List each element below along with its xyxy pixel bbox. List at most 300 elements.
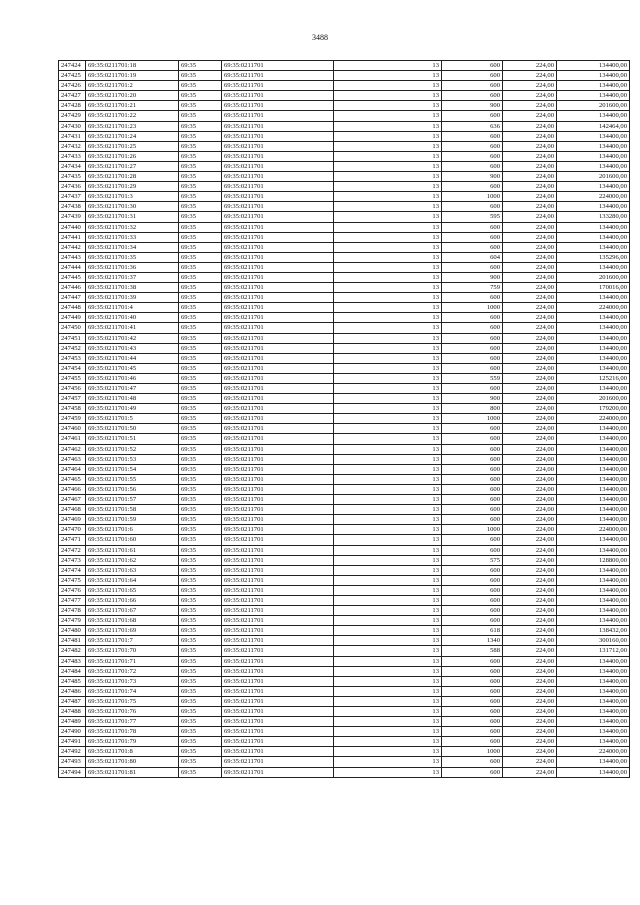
cadastral-number-cell: 69:35:0211701:57	[86, 495, 179, 505]
region-code-cell: 69:35	[179, 293, 222, 303]
cadastral-number-cell: 69:35:0211701:31	[86, 212, 179, 222]
area-cell: 600	[442, 666, 503, 676]
cadastral-number-cell: 69:35:0211701:22	[86, 111, 179, 121]
cadastral-number-cell: 69:35:0211701:30	[86, 202, 179, 212]
price-cell: 224,00	[503, 141, 557, 151]
zone-cell: 13	[334, 575, 442, 585]
row-number-cell: 247467	[59, 495, 86, 505]
row-number-cell: 247460	[59, 424, 86, 434]
page-number: 3488	[312, 33, 328, 42]
area-cell: 1340	[442, 636, 503, 646]
cadastral-number-cell: 69:35:0211701:44	[86, 353, 179, 363]
cadastral-number-cell: 69:35:0211701:36	[86, 262, 179, 272]
area-cell: 600	[442, 71, 503, 81]
quarter-number-cell: 69:35:0211701	[222, 262, 334, 272]
total-value-cell: 201600,00	[557, 272, 630, 282]
zone-cell: 13	[334, 172, 442, 182]
row-number-cell: 247471	[59, 535, 86, 545]
row-number-cell: 247462	[59, 444, 86, 454]
quarter-number-cell: 69:35:0211701	[222, 484, 334, 494]
zone-cell: 13	[334, 676, 442, 686]
cadastral-number-cell: 69:35:0211701:7	[86, 636, 179, 646]
total-value-cell: 134400,00	[557, 757, 630, 767]
table-row	[59, 767, 630, 777]
region-code-cell: 69:35	[179, 676, 222, 686]
row-number-cell: 247439	[59, 212, 86, 222]
table-row	[59, 384, 630, 394]
table-row	[59, 636, 630, 646]
total-value-cell: 134400,00	[557, 182, 630, 192]
cadastral-number-cell: 69:35:0211701:61	[86, 545, 179, 555]
total-value-cell: 134400,00	[557, 535, 630, 545]
row-number-cell: 247426	[59, 81, 86, 91]
quarter-number-cell: 69:35:0211701	[222, 61, 334, 71]
row-number-cell: 247474	[59, 565, 86, 575]
total-value-cell: 134400,00	[557, 363, 630, 373]
row-number-cell: 247430	[59, 121, 86, 131]
price-cell: 224,00	[503, 424, 557, 434]
table-row	[59, 656, 630, 666]
area-cell: 600	[442, 535, 503, 545]
total-value-cell: 134400,00	[557, 515, 630, 525]
region-code-cell: 69:35	[179, 101, 222, 111]
table-row	[59, 454, 630, 464]
area-cell: 600	[442, 575, 503, 585]
area-cell: 600	[442, 727, 503, 737]
zone-cell: 13	[334, 272, 442, 282]
table-row	[59, 293, 630, 303]
area-cell: 600	[442, 757, 503, 767]
quarter-number-cell: 69:35:0211701	[222, 343, 334, 353]
area-cell: 600	[442, 232, 503, 242]
cadastral-number-cell: 69:35:0211701:43	[86, 343, 179, 353]
quarter-number-cell: 69:35:0211701	[222, 414, 334, 424]
total-value-cell: 134400,00	[557, 141, 630, 151]
region-code-cell: 69:35	[179, 323, 222, 333]
table-row	[59, 323, 630, 333]
total-value-cell: 134400,00	[557, 151, 630, 161]
cadastral-number-cell: 69:35:0211701:80	[86, 757, 179, 767]
table-row	[59, 707, 630, 717]
price-cell: 224,00	[503, 666, 557, 676]
quarter-number-cell: 69:35:0211701	[222, 333, 334, 343]
total-value-cell: 134400,00	[557, 293, 630, 303]
table-row	[59, 444, 630, 454]
zone-cell: 13	[334, 333, 442, 343]
region-code-cell: 69:35	[179, 71, 222, 81]
price-cell: 224,00	[503, 626, 557, 636]
row-number-cell: 247429	[59, 111, 86, 121]
table-row	[59, 313, 630, 323]
total-value-cell: 134400,00	[557, 565, 630, 575]
quarter-number-cell: 69:35:0211701	[222, 293, 334, 303]
region-code-cell: 69:35	[179, 61, 222, 71]
price-cell: 224,00	[503, 272, 557, 282]
zone-cell: 13	[334, 283, 442, 293]
table-row	[59, 616, 630, 626]
cadastral-number-cell: 69:35:0211701:50	[86, 424, 179, 434]
row-number-cell: 247478	[59, 606, 86, 616]
area-cell: 600	[442, 707, 503, 717]
price-cell: 224,00	[503, 182, 557, 192]
total-value-cell: 134400,00	[557, 666, 630, 676]
cadastral-number-cell: 69:35:0211701:49	[86, 404, 179, 414]
total-value-cell: 138432,00	[557, 626, 630, 636]
region-code-cell: 69:35	[179, 555, 222, 565]
zone-cell: 13	[334, 434, 442, 444]
price-cell: 224,00	[503, 575, 557, 585]
zone-cell: 13	[334, 363, 442, 373]
row-number-cell: 247473	[59, 555, 86, 565]
total-value-cell: 134400,00	[557, 454, 630, 464]
zone-cell: 13	[334, 71, 442, 81]
price-cell: 224,00	[503, 394, 557, 404]
cadastral-number-cell: 69:35:0211701:33	[86, 232, 179, 242]
region-code-cell: 69:35	[179, 91, 222, 101]
area-cell: 600	[442, 313, 503, 323]
row-number-cell: 247454	[59, 363, 86, 373]
price-cell: 224,00	[503, 333, 557, 343]
total-value-cell: 134400,00	[557, 545, 630, 555]
table-row	[59, 182, 630, 192]
price-cell: 224,00	[503, 676, 557, 686]
cadastral-number-cell: 69:35:0211701:20	[86, 91, 179, 101]
zone-cell: 13	[334, 384, 442, 394]
area-cell: 600	[442, 616, 503, 626]
quarter-number-cell: 69:35:0211701	[222, 182, 334, 192]
region-code-cell: 69:35	[179, 343, 222, 353]
price-cell: 224,00	[503, 656, 557, 666]
zone-cell: 13	[334, 323, 442, 333]
cadastral-number-cell: 69:35:0211701:76	[86, 707, 179, 717]
price-cell: 224,00	[503, 384, 557, 394]
price-cell: 224,00	[503, 495, 557, 505]
table-row	[59, 202, 630, 212]
zone-cell: 13	[334, 666, 442, 676]
zone-cell: 13	[334, 252, 442, 262]
row-number-cell: 247456	[59, 384, 86, 394]
table-row	[59, 434, 630, 444]
area-cell: 600	[442, 464, 503, 474]
area-cell: 600	[442, 585, 503, 595]
quarter-number-cell: 69:35:0211701	[222, 757, 334, 767]
area-cell: 1000	[442, 192, 503, 202]
area-cell: 900	[442, 172, 503, 182]
area-cell: 600	[442, 686, 503, 696]
region-code-cell: 69:35	[179, 454, 222, 464]
row-number-cell: 247449	[59, 313, 86, 323]
region-code-cell: 69:35	[179, 232, 222, 242]
region-code-cell: 69:35	[179, 333, 222, 343]
table-row	[59, 333, 630, 343]
table-row	[59, 141, 630, 151]
row-number-cell: 247444	[59, 262, 86, 272]
table-row	[59, 343, 630, 353]
table-row	[59, 121, 630, 131]
area-cell: 618	[442, 626, 503, 636]
row-number-cell: 247483	[59, 656, 86, 666]
zone-cell: 13	[334, 404, 442, 414]
row-number-cell: 247485	[59, 676, 86, 686]
row-number-cell: 247455	[59, 373, 86, 383]
region-code-cell: 69:35	[179, 505, 222, 515]
quarter-number-cell: 69:35:0211701	[222, 424, 334, 434]
row-number-cell: 247472	[59, 545, 86, 555]
table-row	[59, 474, 630, 484]
quarter-number-cell: 69:35:0211701	[222, 727, 334, 737]
cadastral-number-cell: 69:35:0211701:24	[86, 131, 179, 141]
total-value-cell: 134400,00	[557, 727, 630, 737]
quarter-number-cell: 69:35:0211701	[222, 505, 334, 515]
table-row	[59, 232, 630, 242]
cadastral-number-cell: 69:35:0211701:18	[86, 61, 179, 71]
price-cell: 224,00	[503, 121, 557, 131]
table-row	[59, 555, 630, 565]
price-cell: 224,00	[503, 707, 557, 717]
table-row	[59, 525, 630, 535]
zone-cell: 13	[334, 111, 442, 121]
area-cell: 600	[442, 454, 503, 464]
area-cell: 600	[442, 656, 503, 666]
total-value-cell: 134400,00	[557, 232, 630, 242]
zone-cell: 13	[334, 767, 442, 777]
row-number-cell: 247425	[59, 71, 86, 81]
cadastral-number-cell: 69:35:0211701:48	[86, 394, 179, 404]
zone-cell: 13	[334, 81, 442, 91]
table-row	[59, 101, 630, 111]
region-code-cell: 69:35	[179, 222, 222, 232]
cadastral-number-cell: 69:35:0211701:65	[86, 585, 179, 595]
quarter-number-cell: 69:35:0211701	[222, 606, 334, 616]
total-value-cell: 134400,00	[557, 484, 630, 494]
region-code-cell: 69:35	[179, 252, 222, 262]
price-cell: 224,00	[503, 585, 557, 595]
cadastral-number-cell: 69:35:0211701:37	[86, 272, 179, 282]
quarter-number-cell: 69:35:0211701	[222, 616, 334, 626]
zone-cell: 13	[334, 161, 442, 171]
region-code-cell: 69:35	[179, 434, 222, 444]
total-value-cell: 224000,00	[557, 414, 630, 424]
table-row	[59, 151, 630, 161]
total-value-cell: 134400,00	[557, 464, 630, 474]
table-row	[59, 585, 630, 595]
row-number-cell: 247487	[59, 696, 86, 706]
region-code-cell: 69:35	[179, 464, 222, 474]
area-cell: 759	[442, 283, 503, 293]
region-code-cell: 69:35	[179, 384, 222, 394]
row-number-cell: 247461	[59, 434, 86, 444]
row-number-cell: 247432	[59, 141, 86, 151]
region-code-cell: 69:35	[179, 636, 222, 646]
table-row	[59, 686, 630, 696]
row-number-cell: 247459	[59, 414, 86, 424]
table-row	[59, 373, 630, 383]
area-cell: 600	[442, 545, 503, 555]
table-row	[59, 252, 630, 262]
cadastral-number-cell: 69:35:0211701:32	[86, 222, 179, 232]
region-code-cell: 69:35	[179, 575, 222, 585]
area-cell: 1000	[442, 414, 503, 424]
area-cell: 600	[442, 293, 503, 303]
row-number-cell: 247438	[59, 202, 86, 212]
cadastral-number-cell: 69:35:0211701:58	[86, 505, 179, 515]
quarter-number-cell: 69:35:0211701	[222, 363, 334, 373]
row-number-cell: 247445	[59, 272, 86, 282]
price-cell: 224,00	[503, 444, 557, 454]
row-number-cell: 247482	[59, 646, 86, 656]
total-value-cell: 201600,00	[557, 394, 630, 404]
area-cell: 600	[442, 424, 503, 434]
row-number-cell: 247433	[59, 151, 86, 161]
cadastral-number-cell: 69:35:0211701:39	[86, 293, 179, 303]
cadastral-number-cell: 69:35:0211701:78	[86, 727, 179, 737]
quarter-number-cell: 69:35:0211701	[222, 91, 334, 101]
cadastral-number-cell: 69:35:0211701:63	[86, 565, 179, 575]
zone-cell: 13	[334, 656, 442, 666]
quarter-number-cell: 69:35:0211701	[222, 232, 334, 242]
total-value-cell: 134400,00	[557, 202, 630, 212]
table-row	[59, 394, 630, 404]
table-row	[59, 747, 630, 757]
zone-cell: 13	[334, 353, 442, 363]
region-code-cell: 69:35	[179, 141, 222, 151]
row-number-cell: 247479	[59, 616, 86, 626]
row-number-cell: 247451	[59, 333, 86, 343]
zone-cell: 13	[334, 242, 442, 252]
table-row	[59, 565, 630, 575]
cadastral-number-cell: 69:35:0211701:28	[86, 172, 179, 182]
table-row	[59, 424, 630, 434]
price-cell: 224,00	[503, 192, 557, 202]
quarter-number-cell: 69:35:0211701	[222, 454, 334, 464]
row-number-cell: 247446	[59, 283, 86, 293]
table-row	[59, 262, 630, 272]
total-value-cell: 134400,00	[557, 384, 630, 394]
cadastral-number-cell: 69:35:0211701:21	[86, 101, 179, 111]
table-row	[59, 161, 630, 171]
zone-cell: 13	[334, 121, 442, 131]
region-code-cell: 69:35	[179, 707, 222, 717]
table-row	[59, 283, 630, 293]
cadastral-number-cell: 69:35:0211701:45	[86, 363, 179, 373]
price-cell: 224,00	[503, 717, 557, 727]
cadastral-number-cell: 69:35:0211701:26	[86, 151, 179, 161]
region-code-cell: 69:35	[179, 737, 222, 747]
region-code-cell: 69:35	[179, 717, 222, 727]
row-number-cell: 247448	[59, 303, 86, 313]
table-row	[59, 737, 630, 747]
zone-cell: 13	[334, 262, 442, 272]
table-row	[59, 91, 630, 101]
table-row	[59, 757, 630, 767]
area-cell: 600	[442, 353, 503, 363]
zone-cell: 13	[334, 343, 442, 353]
zone-cell: 13	[334, 202, 442, 212]
zone-cell: 13	[334, 686, 442, 696]
price-cell: 224,00	[503, 757, 557, 767]
region-code-cell: 69:35	[179, 313, 222, 323]
zone-cell: 13	[334, 303, 442, 313]
price-cell: 224,00	[503, 535, 557, 545]
area-cell: 600	[442, 81, 503, 91]
quarter-number-cell: 69:35:0211701	[222, 626, 334, 636]
quarter-number-cell: 69:35:0211701	[222, 323, 334, 333]
table-row	[59, 363, 630, 373]
total-value-cell: 134400,00	[557, 575, 630, 585]
quarter-number-cell: 69:35:0211701	[222, 737, 334, 747]
row-number-cell: 247484	[59, 666, 86, 676]
region-code-cell: 69:35	[179, 363, 222, 373]
cadastral-number-cell: 69:35:0211701:73	[86, 676, 179, 686]
price-cell: 224,00	[503, 283, 557, 293]
region-code-cell: 69:35	[179, 81, 222, 91]
area-cell: 600	[442, 343, 503, 353]
table-row	[59, 353, 630, 363]
cadastral-number-cell: 69:35:0211701:72	[86, 666, 179, 676]
total-value-cell: 134400,00	[557, 91, 630, 101]
table-row	[59, 696, 630, 706]
cadastral-number-cell: 69:35:0211701:38	[86, 283, 179, 293]
area-cell: 600	[442, 717, 503, 727]
quarter-number-cell: 69:35:0211701	[222, 555, 334, 565]
quarter-number-cell: 69:35:0211701	[222, 313, 334, 323]
price-cell: 224,00	[503, 151, 557, 161]
total-value-cell: 134400,00	[557, 686, 630, 696]
zone-cell: 13	[334, 61, 442, 71]
area-cell: 600	[442, 61, 503, 71]
cadastral-number-cell: 69:35:0211701:47	[86, 384, 179, 394]
region-code-cell: 69:35	[179, 595, 222, 605]
cadastral-number-cell: 69:35:0211701:34	[86, 242, 179, 252]
cadastral-number-cell: 69:35:0211701:4	[86, 303, 179, 313]
row-number-cell: 247494	[59, 767, 86, 777]
table-row	[59, 192, 630, 202]
cadastral-number-cell: 69:35:0211701:64	[86, 575, 179, 585]
region-code-cell: 69:35	[179, 182, 222, 192]
row-number-cell: 247465	[59, 474, 86, 484]
quarter-number-cell: 69:35:0211701	[222, 192, 334, 202]
zone-cell: 13	[334, 707, 442, 717]
quarter-number-cell: 69:35:0211701	[222, 373, 334, 383]
price-cell: 224,00	[503, 545, 557, 555]
area-cell: 604	[442, 252, 503, 262]
total-value-cell: 134400,00	[557, 707, 630, 717]
cadastral-number-cell: 69:35:0211701:69	[86, 626, 179, 636]
zone-cell: 13	[334, 212, 442, 222]
area-cell: 600	[442, 434, 503, 444]
total-value-cell: 134400,00	[557, 737, 630, 747]
cadastral-number-cell: 69:35:0211701:46	[86, 373, 179, 383]
quarter-number-cell: 69:35:0211701	[222, 646, 334, 656]
row-number-cell: 247440	[59, 222, 86, 232]
price-cell: 224,00	[503, 555, 557, 565]
region-code-cell: 69:35	[179, 495, 222, 505]
row-number-cell: 247447	[59, 293, 86, 303]
area-cell: 900	[442, 101, 503, 111]
cadastral-number-cell: 69:35:0211701:27	[86, 161, 179, 171]
region-code-cell: 69:35	[179, 686, 222, 696]
total-value-cell: 224000,00	[557, 525, 630, 535]
table-row	[59, 505, 630, 515]
total-value-cell: 134400,00	[557, 161, 630, 171]
total-value-cell: 135296,00	[557, 252, 630, 262]
zone-cell: 13	[334, 373, 442, 383]
region-code-cell: 69:35	[179, 535, 222, 545]
total-value-cell: 134400,00	[557, 111, 630, 121]
price-cell: 224,00	[503, 737, 557, 747]
price-cell: 224,00	[503, 212, 557, 222]
quarter-number-cell: 69:35:0211701	[222, 444, 334, 454]
